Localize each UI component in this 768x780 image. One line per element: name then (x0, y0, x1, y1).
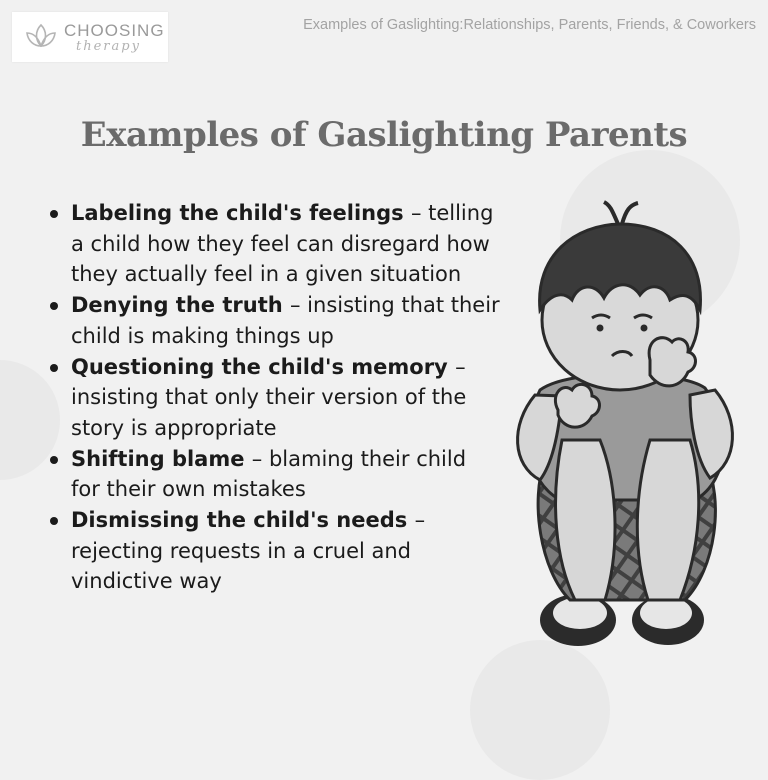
brand-name: CHOOSING (64, 21, 165, 40)
item-term: Questioning the child's memory (71, 354, 456, 379)
bullet-icon (50, 517, 58, 525)
item-term: Denying the truth (71, 293, 290, 318)
item-term: Dismissing the child's needs (71, 508, 415, 533)
item-description: – insisting that only their version of the story is appropriate (71, 354, 467, 440)
list-item (40, 198, 500, 290)
page-title: Examples of Gaslighting Parents (80, 115, 688, 155)
background-shape (470, 640, 610, 780)
list-item (40, 444, 500, 505)
list-item (40, 352, 500, 444)
bullet-icon (50, 456, 58, 464)
list-item (40, 290, 500, 351)
examples-list (40, 198, 500, 597)
brand-logo[interactable] (12, 12, 168, 62)
item-description: – telling a child how they feel can disregard how they actually feel in a given situation (71, 201, 494, 287)
bullet-icon (50, 210, 58, 218)
item-description: – insisting that their child is making things up (71, 293, 500, 348)
bullet-icon (50, 302, 58, 310)
bullet-icon (50, 364, 58, 372)
article-title: Examples of Gaslighting:Relationships, Parents, Friends, & Coworkers (303, 17, 756, 33)
sad-child-illustration (500, 200, 750, 660)
list-item (40, 505, 500, 597)
item-term: Labeling the child's feelings (71, 201, 411, 225)
lotus-icon (24, 22, 58, 52)
item-description: – blaming their child for their own mistakes (71, 446, 467, 502)
item-term: Shifting blame (71, 446, 252, 471)
item-description: – rejecting requests in a cruel and vindictive way (71, 508, 426, 594)
brand-tagline: therapy (76, 39, 141, 54)
